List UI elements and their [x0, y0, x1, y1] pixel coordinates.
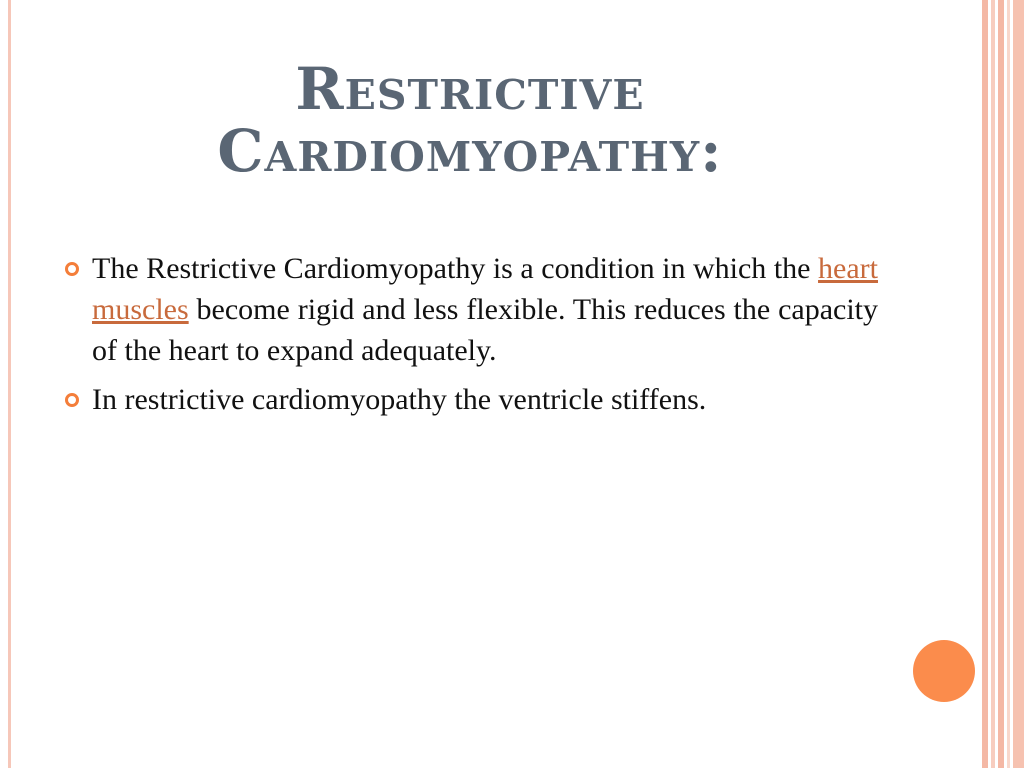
bullet-ring-icon — [65, 262, 79, 276]
slide-title — [120, 55, 820, 185]
bullet-text: In restrictive cardiomyopathy the ventricle stiffens. — [92, 383, 707, 416]
right-decorative-stripe — [998, 0, 1004, 768]
heart-muscles-link[interactable]: heart muscles — [92, 252, 878, 326]
bullet-item-ventricle — [62, 379, 878, 420]
orange-circle-decoration — [913, 640, 975, 702]
right-decorative-stripe — [991, 0, 995, 768]
bullet-text-end: become rigid and less flexible. This reduces the capacity of the heart to expand adequately. — [92, 293, 878, 367]
right-decorative-stripe — [982, 0, 988, 768]
bullet-ring-icon — [65, 393, 79, 407]
bullet-text-start: The Restrictive Cardiomyopathy is a condition in which the — [92, 252, 819, 285]
title-line-1: Restrictive — [295, 55, 645, 123]
left-frame-line — [8, 0, 11, 768]
bullet-list — [62, 248, 878, 428]
right-decorative-stripe — [1007, 0, 1010, 768]
title-line-2: Cardiomyopathy: — [217, 117, 723, 185]
bullet-item-definition — [62, 248, 878, 371]
right-decorative-stripe — [1013, 0, 1024, 768]
